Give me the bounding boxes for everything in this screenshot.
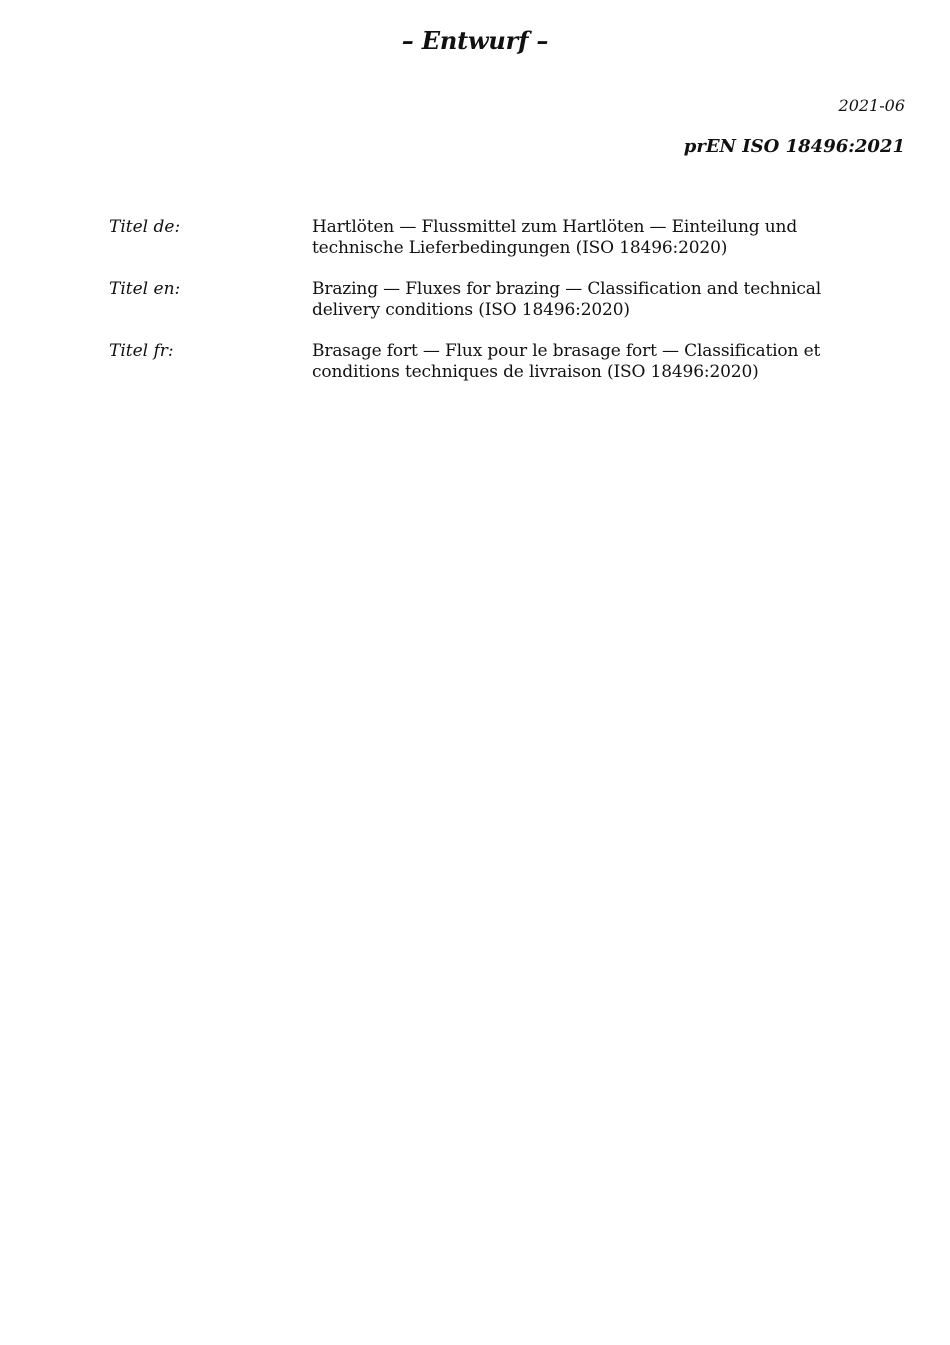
draft-heading: – Entwurf – — [401, 26, 549, 55]
title-text-de: Hartlöten — Flussmittel zum Hartlöten — Einteilung und technische Lieferbedingungen (ISO 18496:2020) — [312, 217, 798, 258]
title-row-en — [109, 279, 909, 321]
title-row-de — [109, 217, 909, 259]
document-number: prEN ISO 18496:2021 — [683, 136, 905, 157]
publication-date: 2021-06 — [838, 96, 905, 115]
title-label-fr: Titel fr: — [109, 341, 174, 361]
title-row-fr — [109, 341, 909, 383]
title-text-fr: Brasage fort — Flux pour le brasage fort — Classification et conditions techniques de livraison (ISO 18496:2020) — [312, 341, 821, 382]
title-label-en: Titel en: — [109, 279, 181, 299]
title-label-de: Titel de: — [109, 217, 181, 237]
titles-table — [109, 217, 909, 403]
title-text-en: Brazing — Fluxes for brazing — Classification and technical delivery conditions (ISO 18496:2020) — [312, 279, 822, 320]
